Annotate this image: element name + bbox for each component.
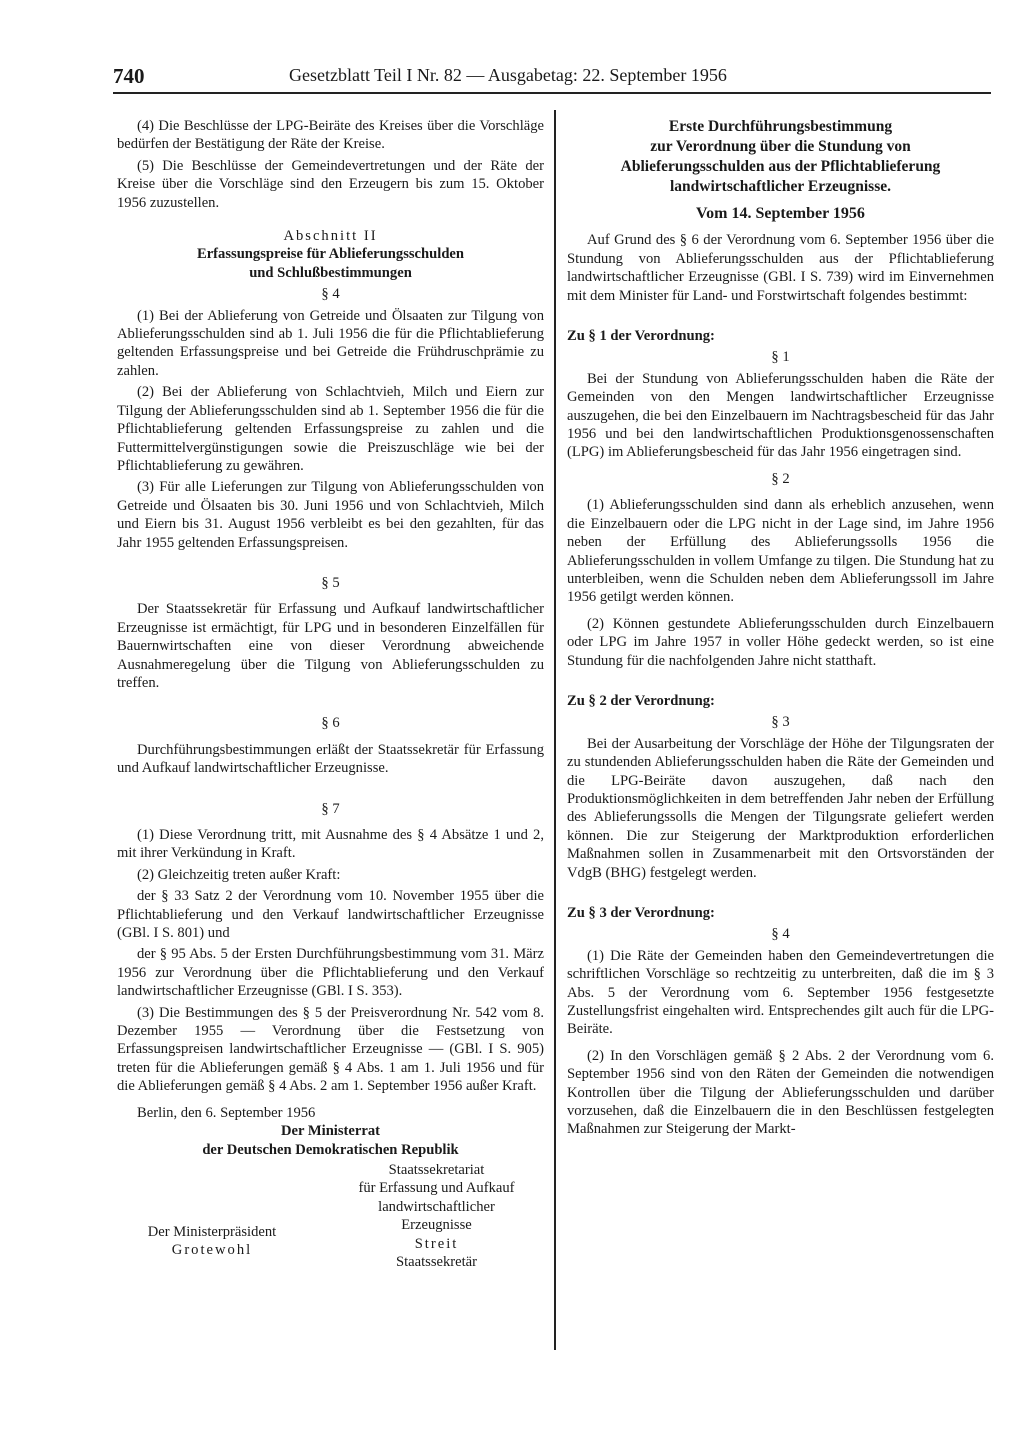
paragraph-1: Bei der Stundung von Ablieferungsschulden haben die Räte der Gemeinden von den Mengen landwirtschaftlicher Erzeugnisse auszugehen, die bei den Einzelbauern im Nachtragsbescheid für das Jahr 1956 und bei den landwirtschaftlichen Produktionsgenossenschaften (LPG) im Ablieferungsbescheid für das Jahr 1956 eingetragen sind. — [567, 370, 994, 461]
paragraph-2-2: (2) Können gestundete Ablieferungsschulden durch Einzelbauern oder LPG im Jahre 1957 in voller Höhe gedeckt werden, so ist eine Stundung für die nachfolgenden Jahre nicht statthaft. — [567, 615, 994, 669]
issuer-line-1: Der Ministerrat — [280, 1123, 380, 1140]
zu-heading-3: Zu § 3 der Verordnung: — [567, 905, 715, 921]
header-rule — [113, 92, 991, 94]
signatory-title: Staatssekretär — [395, 1253, 478, 1270]
sig-line: Staatssekretariat — [388, 1161, 485, 1178]
decree-title-line-1: Erste Durchführungsbestimmung — [668, 118, 893, 135]
paragraph-2-1: (1) Ablieferungsschulden sind dann als erheblich anzusehen, wenn die Einzelbauern oder die LPG nicht in der Lage sind, im Jahre 1956 neben der Erfüllung des Ablieferungssolls 1956 die Ablieferungsschulden in vollem Umfange zu tilgen. Die Stundung hat zu unterbleiben, wenn die Schulden neben dem Ablieferungssoll im Jahre 1956 getilgt werden können. — [567, 497, 994, 606]
paragraph-7-2: (2) Gleichzeitig treten außer Kraft: — [137, 866, 341, 883]
zu-heading-1: Zu § 1 der Verordnung: — [567, 328, 715, 345]
signature-block — [117, 1161, 544, 1281]
paragraph-4-3: (3) Für alle Lieferungen zur Tilgung von Ablieferungsschulden von Getreide und Ölsaaten bis 30. Juni 1956 und von Schlachtvieh, Milch und Eiern bis 31. August 1956 verbleibt es bei den gezahlten, für das Jahr 1955 geltenden Erfassungspreisen. — [117, 479, 544, 551]
section-title-line-2: und Schlußbestimmungen — [249, 264, 412, 281]
paragraph-4-1: (1) Bei der Ablieferung von Getreide und Ölsaaten zur Tilgung von Ablieferungsschulden sind ab 1. Juli 1956 die für die Pflichtablieferung geltenden Erfassungspreise und bei Getreide die Frühdruschprämie zu zahlen. — [117, 307, 544, 379]
paragraph-3: Bei der Ausarbeitung der Vorschläge der Höhe der Tilgungsraten der zu stundenden Ablieferungsschulden haben die Räte der Gemeinden und die LPG-Beiräte davon auszugehen, daß nach den Produktionsmöglichkeiten in dem betreffenden Jahr neben der Erfüllung des Ablieferungssolls die Mengen der Tilgungsrate geliefert werden können. Die zur Steigerung der Marktproduktion erforderlichen Maßnahmen sollen in Zusammenarbeit mit den Ortsvorständen der VdgB (BHG) festgelegt werden. — [567, 735, 994, 881]
sig-line: landwirtschaftlicher — [378, 1198, 495, 1215]
paragraph-sign-4: § 4 — [321, 286, 340, 303]
paragraph-sign-1: § 1 — [771, 349, 790, 366]
decree-title-line-4: landwirtschaftlicher Erzeugnisse. — [669, 178, 891, 195]
paragraph-7-3: (3) Die Bestimmungen des § 5 der Preisverordnung Nr. 542 vom 8. Dezember 1955 — Verordnung über die Festsetzung von Erfassungspreisen landwirtschaftlicher Erzeugnisse — (GBl. I S. 905) treten für die Ablieferungen gemäß § 4 Abs. 1 am 1. Juli 1956 und für die Ablieferungen gemäß § 4 Abs. 2 am 1. September 1956 außer Kraft. — [117, 1004, 544, 1095]
signature-ministerpraesident — [117, 1223, 307, 1260]
signatory-name: Grotewohl — [171, 1242, 253, 1259]
sig-line: für Erfassung und Aufkauf — [358, 1180, 515, 1197]
decree-date: Vom 14. September 1956 — [696, 205, 865, 222]
paragraph-4-1-right: (1) Die Räte der Gemeinden haben den Gemeindevertretungen die schriftlichen Vorschläge so rechtzeitig zu unterbreiten, daß die im § 3 Abs. 5 der Verordnung vom 6. September 1956 festgesetzte Zustellungsfrist eingehalten wird. Entsprechendes gilt auch für die LPG-Beiräte. — [567, 947, 994, 1038]
zu-heading-2: Zu § 2 der Verordnung: — [567, 692, 715, 709]
paragraph-sign-6: § 6 — [321, 715, 340, 732]
sig-line: Erzeugnisse — [401, 1217, 472, 1234]
paragraph-7-1: (1) Diese Verordnung tritt, mit Ausnahme des § 4 Absätze 1 und 2, mit ihrer Verkündung in Kraft. — [117, 827, 544, 862]
page-header — [113, 64, 993, 94]
preamble: Auf Grund des § 6 der Verordnung vom 6. September 1956 über die Stundung von Ablieferungsschulden aus der Pflichtablieferung landwirtschaftlicher Erzeugnisse (GBl. I S. 739) wird im Einvernehmen mit dem Minister für Land- und Forstwirtschaft folgendes bestimmt: — [567, 232, 994, 304]
right-column — [567, 117, 994, 1139]
paragraph-sign-2: § 2 — [771, 470, 790, 487]
paragraph-6: Durchführungsbestimmungen erläßt der Staatssekretär für Erfassung und Aufkauf landwirtschaftlicher Erzeugnisse. — [117, 741, 544, 777]
section-title-line-1: Erfassungspreise für Ablieferungsschulden — [196, 246, 465, 263]
signature-staatssekretariat — [329, 1161, 544, 1271]
paragraph-4-5: (5) Die Beschlüsse der Gemeindevertretungen und der Räte der Kreise über die Vorschläge sind den Erzeugern bis zum 15. Oktober 1956 zuzustellen. — [117, 157, 544, 211]
section-heading: Abschnitt II — [283, 228, 378, 245]
paragraph-7-2b: der § 95 Abs. 5 der Ersten Durchführungsbestimmung vom 31. März 1956 zur Verordnung über die Pflichtablieferung und den Verkauf landwirtschaftlicher Erzeugnisse (GBl. I S. 353). — [117, 946, 544, 1000]
paragraph-4-2-right: (2) In den Vorschlägen gemäß § 2 Abs. 2 der Verordnung vom 6. September 1956 sind von den Räten der Gemeinden die notwendigen Kontrollen über die Tilgung der Ablieferungsschulden und darüber vorzusehen, daß die Einzelbauern die in den Beschlüssen festgelegten Maßnahmen zur Steigerung der Markt- — [567, 1047, 994, 1138]
paragraph-sign-4-right: § 4 — [771, 926, 790, 943]
issuer-line-2: der Deutschen Demokratischen Republik — [202, 1141, 459, 1158]
paragraph-sign-7: § 7 — [321, 800, 340, 817]
paragraph-5: Der Staatssekretär für Erfassung und Aufkauf landwirtschaftlicher Erzeugnisse ist ermächtigt, für LPG und in besonderen Einzelfällen für Bauernwirtschaften eine von dieser Verordnung abweichende Ausnahmeregelung über die Tilgung von Ablieferungsschulden zu treffen. — [117, 601, 544, 691]
paragraph-4-4: (4) Die Beschlüsse der LPG-Beiräte des Kreises über die Vorschläge bedürfen der Bestätigung der Räte der Kreise. — [117, 118, 544, 153]
paragraph-7-2a: der § 33 Satz 2 der Verordnung vom 10. November 1955 über die Pflichtablieferung und den Verkauf landwirtschaftlicher Erzeugnisse (GBl. I S. 801) und — [117, 888, 544, 942]
column-divider — [554, 110, 556, 1350]
decree-title-line-2: zur Verordnung über die Stundung von — [650, 138, 911, 155]
paragraph-sign-3: § 3 — [771, 714, 790, 731]
place-date: Berlin, den 6. September 1956 — [137, 1104, 316, 1121]
left-column — [117, 117, 544, 1281]
signatory-title: Der Ministerpräsident — [147, 1223, 277, 1240]
paragraph-sign-5: § 5 — [321, 574, 340, 591]
page-number: 740 — [113, 64, 145, 88]
decree-title-line-3: Ablieferungsschulden aus der Pflichtablieferung — [620, 158, 941, 175]
signatory-name: Streit — [414, 1235, 459, 1252]
paragraph-4-2: (2) Bei der Ablieferung von Schlachtvieh, Milch und Eiern zur Tilgung der Ablieferungsschulden sind ab 1. September 1956 die für die Pflichtablieferung geltenden Erfassungspreise zu zahlen und die Futtermittelvergünstigungen sowie die Preiszuschläge wie bei der Pflichtablieferung zu gewähren. — [117, 384, 544, 474]
running-head: Gesetzblatt Teil I Nr. 82 — Ausgabetag: 22. September 1956 — [289, 65, 727, 85]
